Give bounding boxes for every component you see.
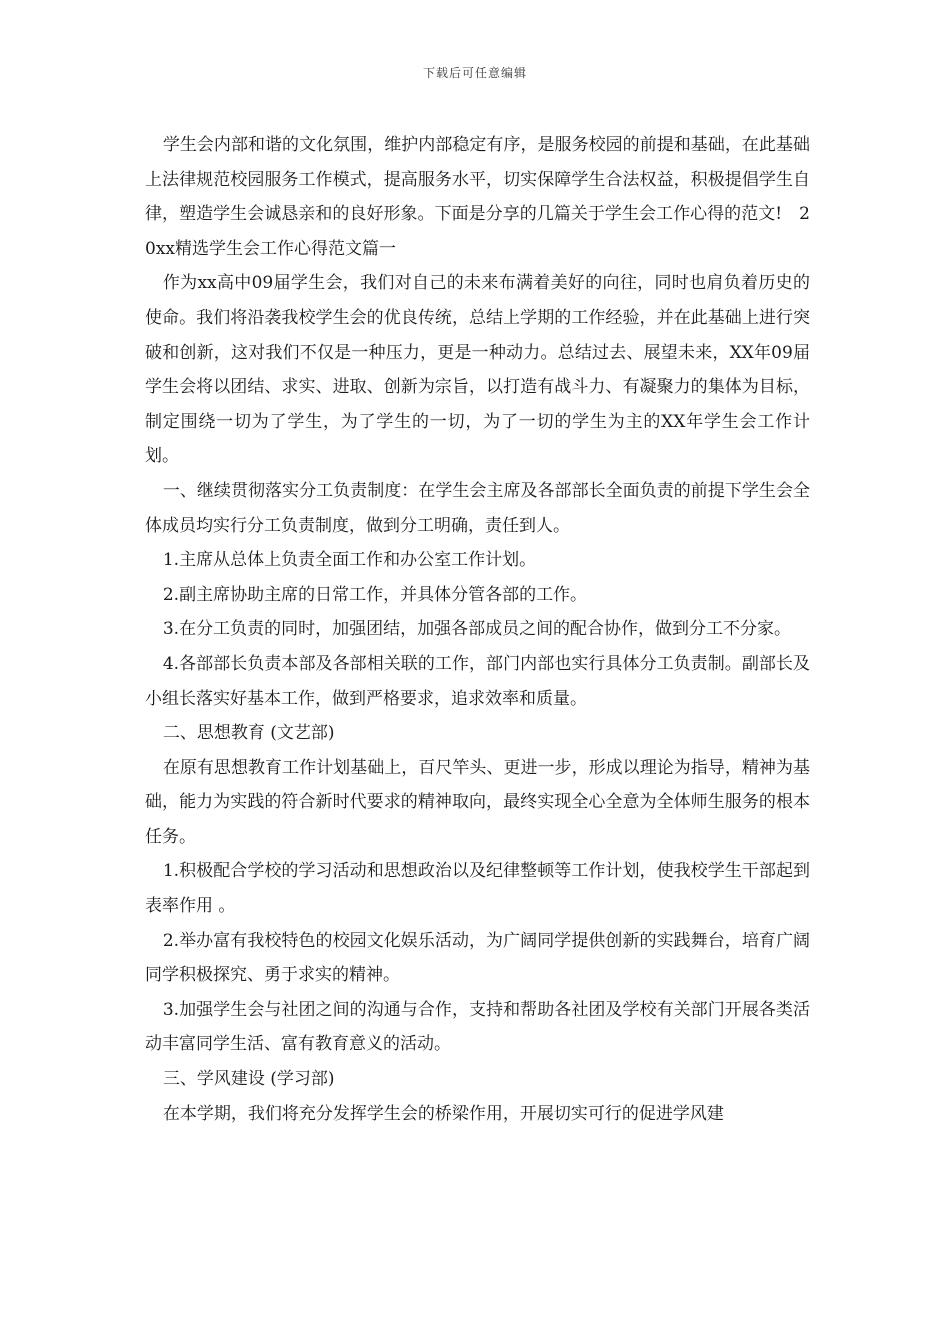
list-item: 1.积极配合学校的学习活动和思想政治以及纪律整顿等工作计划，使我校学生干部起到表率作用 。 xyxy=(145,861,810,917)
list-item: 3.加强学生会与社团之间的沟通与合作，支持和帮助各社团及学校有关部门开展各类活动丰富同学生活、富有教育意义的活动。 xyxy=(145,999,810,1055)
list-item: 1.主席从总体上负责全面工作和办公室工作计划。 xyxy=(162,550,537,571)
body-paragraph: 在原有思想教育工作计划基础上，百尺竿头、更进一步，形成以理论为指导，精神为基础，能力为实践的符合新时代要求的精神取向，最终实现全心全意为全体师生服务的根本任务。 xyxy=(145,757,810,847)
list-item: 4.各部部长负责本部及各部相关联的工作，部门内部也实行具体分工负责制。副部长及小组长落实好基本工作，做到严格要求，追求效率和质量。 xyxy=(145,653,810,709)
section-heading: 三、学风建设 (学习部) xyxy=(162,1069,335,1090)
list-item: 2.举办富有我校特色的校园文化娱乐活动，为广阔同学提供创新的实践舞台，培育广阔同学积极探究、勇于求实的精神。 xyxy=(145,930,810,986)
intro-paragraph: 学生会内部和谐的文化氛围，维护内部稳定有序，是服务校园的前提和基础，在此基础上法律规范校园服务工作模式，提高服务水平，切实保障学生合法权益，积极提倡学生自律，塑造学生会诚恳亲和的良好形象。下面是分享的几篇关于学生会工作心得的范文! 20xx精选学生会工作心得范文篇一 xyxy=(145,135,810,259)
page-header: 下载后可任意编辑 xyxy=(422,66,527,80)
body-paragraph: 作为xx高中09届学生会，我们对自己的未来布满着美好的向往，同时也肩负着历史的使命。我们将沿袭我校学生会的优良传统，总结上学期的工作经验，并在此基础上进行突破和创新，这对我们不仅是一种压力，更是一种动力。总结过去、展望未来，XX年09届学生会将以团结、求实、进取、创新为宗旨，以打造有战斗力、有凝聚力的集体为目标，制定围绕一切为了学生，为了学生的一切，为了一切的学生为主的XX年学生会工作计划。 xyxy=(145,273,810,467)
section-heading: 一、继续贯彻落实分工负责制度：在学生会主席及各部部长全面负责的前提下学生会全体成员均实行分工负责制度，做到分工明确，责任到人。 xyxy=(145,480,810,536)
body-paragraph: 在本学期，我们将充分发挥学生会的桥梁作用，开展切实可行的促进学风建 xyxy=(162,1103,724,1124)
list-item: 2.副主席协助主席的日常工作，并具体分管各部的工作。 xyxy=(162,584,588,605)
document-body xyxy=(145,128,810,1131)
list-item: 3.在分工负责的同时，加强团结，加强各部成员之间的配合协作，做到分工不分家。 xyxy=(162,619,792,640)
section-heading: 二、思想教育 (文艺部) xyxy=(162,723,335,744)
